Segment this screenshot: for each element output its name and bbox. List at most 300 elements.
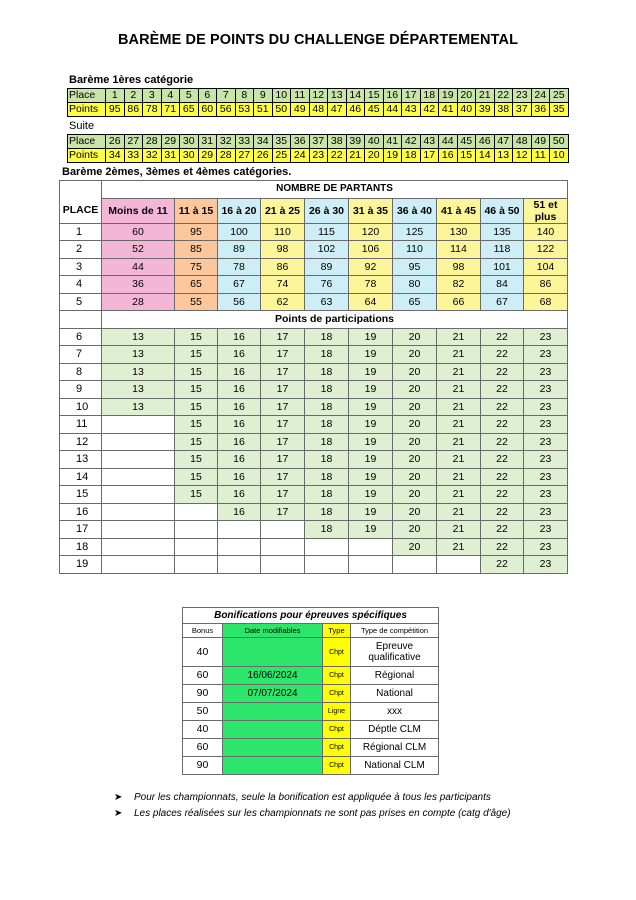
value-cell: 92 (349, 258, 393, 276)
value-cell: 63 (305, 293, 349, 311)
value-cell: 18 (305, 381, 349, 399)
place-cell: 43 (420, 135, 439, 149)
date-cell: 07/07/2024 (223, 685, 323, 703)
value-cell: 21 (437, 468, 481, 486)
place-cell: 27 (124, 135, 143, 149)
value-cell (102, 468, 175, 486)
value-cell: 19 (349, 503, 393, 521)
value-cell: 118 (481, 241, 524, 259)
value-cell: 15 (175, 451, 218, 469)
place-cell: 2 (124, 89, 143, 103)
value-cell: 20 (393, 468, 437, 486)
value-cell: 66 (437, 293, 481, 311)
value-cell (102, 521, 175, 539)
value-cell: 23 (524, 521, 568, 539)
value-cell: 19 (349, 381, 393, 399)
date-cell (223, 739, 323, 757)
note-text: Pour les championnats, seule la bonification est appliquée à tous les participants (134, 792, 491, 803)
value-cell: 78 (218, 258, 261, 276)
value-cell: 115 (305, 223, 349, 241)
value-cell: 19 (349, 468, 393, 486)
value-cell: 13 (102, 328, 175, 346)
bonifications-table (182, 607, 439, 775)
value-cell: 17 (261, 486, 305, 504)
place-cell: 10 (60, 398, 102, 416)
row-header: Place (68, 135, 106, 149)
value-cell: 84 (481, 276, 524, 294)
points-cell: 28 (217, 149, 236, 163)
value-cell (102, 433, 175, 451)
place-cell: 12 (60, 433, 102, 451)
table-row (60, 416, 568, 434)
value-cell: 17 (261, 346, 305, 364)
value-cell: 21 (437, 398, 481, 416)
value-cell (349, 538, 393, 556)
value-cell: 19 (349, 398, 393, 416)
place-cell: 28 (143, 135, 162, 149)
bonus-cell: 60 (183, 739, 223, 757)
value-cell: 67 (218, 276, 261, 294)
value-cell: 95 (393, 258, 437, 276)
place-row (68, 89, 569, 103)
value-cell: 16 (218, 381, 261, 399)
place-cell: 8 (235, 89, 254, 103)
value-cell: 67 (481, 293, 524, 311)
value-cell (175, 503, 218, 521)
value-cell (175, 521, 218, 539)
value-cell: 15 (175, 328, 218, 346)
place-cell: 32 (217, 135, 236, 149)
place-cell: 19 (60, 556, 102, 574)
points-cell: 34 (106, 149, 125, 163)
row-header: Points (68, 149, 106, 163)
value-cell: 20 (393, 328, 437, 346)
value-cell: 16 (218, 363, 261, 381)
value-cell: 23 (524, 433, 568, 451)
points-cell: 23 (309, 149, 328, 163)
table-row (60, 486, 568, 504)
table-row (60, 451, 568, 469)
type-cell: Chpt (323, 685, 351, 703)
place-cell: 10 (272, 89, 291, 103)
place-cell: 1 (60, 223, 102, 241)
column-header: 46 à 50 (481, 198, 524, 223)
value-cell: 19 (349, 328, 393, 346)
points-cell: 45 (365, 103, 384, 117)
type-cell: Chpt (323, 721, 351, 739)
value-cell: 17 (261, 468, 305, 486)
date-cell (223, 721, 323, 739)
value-cell: 82 (437, 276, 481, 294)
points-cell: 65 (180, 103, 199, 117)
competition-cell: xxx (351, 703, 439, 721)
points-cell: 11 (531, 149, 550, 163)
points-cell: 38 (494, 103, 513, 117)
note-item (114, 806, 614, 822)
column-header: 36 à 40 (393, 198, 437, 223)
row-header: Place (68, 89, 106, 103)
value-cell: 18 (305, 521, 349, 539)
bon-header-row (183, 624, 439, 638)
value-cell (102, 538, 175, 556)
table-row (60, 223, 568, 241)
value-cell: 17 (261, 363, 305, 381)
points-cell: 86 (124, 103, 143, 117)
place-cell: 11 (291, 89, 310, 103)
value-cell: 19 (349, 451, 393, 469)
table-row (60, 363, 568, 381)
date-cell (223, 757, 323, 775)
value-cell: 23 (524, 486, 568, 504)
value-cell: 20 (393, 346, 437, 364)
place-cell: 6 (198, 89, 217, 103)
value-cell: 114 (437, 241, 481, 259)
points-cell: 30 (180, 149, 199, 163)
place-cell: 18 (420, 89, 439, 103)
suite-label: Suite (69, 120, 95, 132)
value-cell: 20 (393, 486, 437, 504)
value-cell: 74 (261, 276, 305, 294)
points-cell: 49 (291, 103, 310, 117)
value-cell (175, 556, 218, 574)
value-cell: 15 (175, 433, 218, 451)
blank-cell (60, 181, 102, 199)
points-cell: 26 (254, 149, 273, 163)
table-row (60, 258, 568, 276)
bon-row (183, 739, 439, 757)
value-cell: 106 (349, 241, 393, 259)
competition-cell: National CLM (351, 757, 439, 775)
points-row (68, 103, 569, 117)
value-cell: 89 (218, 241, 261, 259)
value-cell (437, 556, 481, 574)
bon-header-bonus: Bonus (183, 624, 223, 638)
value-cell: 20 (393, 363, 437, 381)
value-cell: 85 (175, 241, 218, 259)
value-cell: 16 (218, 328, 261, 346)
place-cell: 48 (513, 135, 532, 149)
value-cell: 23 (524, 503, 568, 521)
place-cell: 14 (60, 468, 102, 486)
place-cell: 17 (402, 89, 421, 103)
value-cell: 20 (393, 433, 437, 451)
table-row (60, 398, 568, 416)
value-cell: 98 (437, 258, 481, 276)
nombre-header: NOMBRE DE PARTANTS (102, 181, 568, 199)
value-cell: 95 (175, 223, 218, 241)
place-cell: 45 (457, 135, 476, 149)
value-cell: 15 (175, 416, 218, 434)
value-cell: 17 (261, 381, 305, 399)
value-cell (102, 503, 175, 521)
value-cell: 44 (102, 258, 175, 276)
points-cell: 15 (457, 149, 476, 163)
points-cell: 43 (402, 103, 421, 117)
value-cell: 18 (305, 451, 349, 469)
place-cell: 12 (309, 89, 328, 103)
place-cell: 7 (60, 346, 102, 364)
place-cell: 39 (346, 135, 365, 149)
value-cell: 20 (393, 451, 437, 469)
place-cell: 26 (106, 135, 125, 149)
value-cell: 22 (481, 363, 524, 381)
bonus-cell: 50 (183, 703, 223, 721)
blank-cell (60, 311, 102, 329)
value-cell: 23 (524, 416, 568, 434)
place-cell: 1 (106, 89, 125, 103)
place-cell: 35 (272, 135, 291, 149)
table-row (60, 293, 568, 311)
place-cell: 41 (383, 135, 402, 149)
points-cell: 48 (309, 103, 328, 117)
date-cell (223, 703, 323, 721)
points-cell: 44 (383, 103, 402, 117)
place-cell: 23 (513, 89, 532, 103)
points-cell: 14 (476, 149, 495, 163)
points-cell: 19 (383, 149, 402, 163)
value-cell: 28 (102, 293, 175, 311)
points-cell: 40 (457, 103, 476, 117)
table-row (60, 503, 568, 521)
value-cell (102, 416, 175, 434)
place-cell: 17 (60, 521, 102, 539)
place-cell: 21 (476, 89, 495, 103)
value-cell: 140 (524, 223, 568, 241)
bon-title: Bonifications pour épreuves spécifiques (183, 608, 439, 624)
value-cell: 18 (305, 398, 349, 416)
bon-row (183, 721, 439, 739)
competition-cell: National (351, 685, 439, 703)
value-cell: 17 (261, 416, 305, 434)
value-cell: 20 (393, 538, 437, 556)
bonus-cell: 40 (183, 638, 223, 667)
value-cell: 20 (393, 521, 437, 539)
value-cell: 78 (349, 276, 393, 294)
arrow-bullet-icon: ➤ (114, 792, 123, 803)
points-cell: 46 (346, 103, 365, 117)
place-cell: 11 (60, 416, 102, 434)
value-cell: 15 (175, 398, 218, 416)
column-header: 26 à 30 (305, 198, 349, 223)
note-item (114, 790, 614, 806)
value-cell: 22 (481, 556, 524, 574)
column-header: 16 à 20 (218, 198, 261, 223)
competition-cell: Epreuve qualificative (351, 638, 439, 667)
points-cell: 95 (106, 103, 125, 117)
value-cell: 104 (524, 258, 568, 276)
value-cell: 13 (102, 346, 175, 364)
place-cell: 29 (161, 135, 180, 149)
value-cell: 86 (261, 258, 305, 276)
table-row (60, 556, 568, 574)
table-row (60, 276, 568, 294)
value-cell (305, 556, 349, 574)
note-text: Les places réalisées sur les championnats ne sont pas prises en compte (catg d'âge) (134, 808, 511, 819)
value-cell: 20 (393, 381, 437, 399)
bonus-cell: 90 (183, 685, 223, 703)
value-cell: 89 (305, 258, 349, 276)
value-cell: 22 (481, 521, 524, 539)
points-cell: 20 (365, 149, 384, 163)
table-row (60, 538, 568, 556)
table-row (60, 241, 568, 259)
bonus-cell: 90 (183, 757, 223, 775)
place-cell: 24 (531, 89, 550, 103)
value-cell: 21 (437, 328, 481, 346)
value-cell: 65 (175, 276, 218, 294)
value-cell: 16 (218, 433, 261, 451)
competition-cell: Déptle CLM (351, 721, 439, 739)
place-cell: 31 (198, 135, 217, 149)
value-cell: 13 (102, 398, 175, 416)
value-cell: 21 (437, 503, 481, 521)
bonus-cell: 60 (183, 667, 223, 685)
value-cell: 56 (218, 293, 261, 311)
bareme2-label: Barème 2èmes, 3èmes et 4èmes catégories. (62, 166, 292, 178)
points-cell: 50 (272, 103, 291, 117)
points-cell: 31 (161, 149, 180, 163)
value-cell: 21 (437, 521, 481, 539)
points-cell: 21 (346, 149, 365, 163)
value-cell: 19 (349, 416, 393, 434)
bareme2-table (59, 180, 568, 574)
bon-row (183, 685, 439, 703)
competition-cell: Régional CLM (351, 739, 439, 757)
points-cell: 41 (439, 103, 458, 117)
value-cell: 13 (102, 381, 175, 399)
value-cell: 110 (393, 241, 437, 259)
points-cell: 18 (402, 149, 421, 163)
place-cell: 13 (328, 89, 347, 103)
bon-row (183, 667, 439, 685)
points-row (68, 149, 569, 163)
value-cell: 23 (524, 381, 568, 399)
column-header: 11 à 15 (175, 198, 218, 223)
value-cell: 20 (393, 503, 437, 521)
row-header: Points (68, 103, 106, 117)
column-header: 31 à 35 (349, 198, 393, 223)
place-cell: 47 (494, 135, 513, 149)
value-cell: 22 (481, 503, 524, 521)
value-cell: 18 (305, 363, 349, 381)
value-cell: 15 (175, 468, 218, 486)
value-cell: 19 (349, 433, 393, 451)
value-cell: 23 (524, 451, 568, 469)
value-cell: 65 (393, 293, 437, 311)
value-cell: 18 (305, 468, 349, 486)
value-cell: 68 (524, 293, 568, 311)
bon-header-competition: Type de compétition (351, 624, 439, 638)
bonus-cell: 40 (183, 721, 223, 739)
value-cell: 22 (481, 538, 524, 556)
points-cell: 10 (550, 149, 569, 163)
bon-row (183, 703, 439, 721)
table-row (60, 468, 568, 486)
place-cell: 16 (60, 503, 102, 521)
type-cell: Chpt (323, 638, 351, 667)
points-cell: 36 (531, 103, 550, 117)
bon-row (183, 638, 439, 667)
column-header: 41 à 45 (437, 198, 481, 223)
points-cell: 35 (550, 103, 569, 117)
value-cell: 16 (218, 468, 261, 486)
value-cell: 19 (349, 346, 393, 364)
value-cell: 60 (102, 223, 175, 241)
value-cell (261, 538, 305, 556)
value-cell (218, 556, 261, 574)
date-cell (223, 638, 323, 667)
place-cell: 9 (60, 381, 102, 399)
bareme1-label: Barème 1ères catégorie (69, 74, 194, 86)
place-cell: 46 (476, 135, 495, 149)
points-cell: 17 (420, 149, 439, 163)
points-cell: 47 (328, 103, 347, 117)
place-cell: 6 (60, 328, 102, 346)
table-row (60, 433, 568, 451)
value-cell: 15 (175, 346, 218, 364)
table-row (60, 521, 568, 539)
points-cell: 37 (513, 103, 532, 117)
value-cell: 64 (349, 293, 393, 311)
value-cell: 16 (218, 503, 261, 521)
value-cell (349, 556, 393, 574)
place-cell: 36 (291, 135, 310, 149)
participation-header: Points de participations (102, 311, 568, 329)
value-cell: 101 (481, 258, 524, 276)
value-cell: 16 (218, 398, 261, 416)
place-cell: 13 (60, 451, 102, 469)
value-cell (102, 486, 175, 504)
bon-header-type: Type (323, 624, 351, 638)
columns-row (60, 198, 568, 223)
value-cell: 62 (261, 293, 305, 311)
points-cell: 13 (494, 149, 513, 163)
value-cell: 125 (393, 223, 437, 241)
participation-header-row (60, 311, 568, 329)
table-row (60, 346, 568, 364)
points-cell: 22 (328, 149, 347, 163)
place-cell: 14 (346, 89, 365, 103)
value-cell: 100 (218, 223, 261, 241)
value-cell: 22 (481, 433, 524, 451)
value-cell: 17 (261, 451, 305, 469)
value-cell (175, 538, 218, 556)
value-cell: 120 (349, 223, 393, 241)
place-cell: 4 (60, 276, 102, 294)
value-cell: 23 (524, 468, 568, 486)
value-cell: 20 (393, 398, 437, 416)
value-cell: 18 (305, 486, 349, 504)
value-cell: 15 (175, 363, 218, 381)
points-cell: 42 (420, 103, 439, 117)
value-cell (218, 521, 261, 539)
value-cell: 16 (218, 451, 261, 469)
value-cell (261, 556, 305, 574)
value-cell: 18 (305, 346, 349, 364)
value-cell: 23 (524, 346, 568, 364)
place-header: PLACE (60, 198, 102, 223)
value-cell: 22 (481, 398, 524, 416)
value-cell: 13 (102, 363, 175, 381)
value-cell: 76 (305, 276, 349, 294)
value-cell: 16 (218, 346, 261, 364)
value-cell: 21 (437, 433, 481, 451)
points-cell: 56 (217, 103, 236, 117)
points-cell: 24 (291, 149, 310, 163)
place-cell: 16 (383, 89, 402, 103)
place-cell: 8 (60, 363, 102, 381)
value-cell (218, 538, 261, 556)
